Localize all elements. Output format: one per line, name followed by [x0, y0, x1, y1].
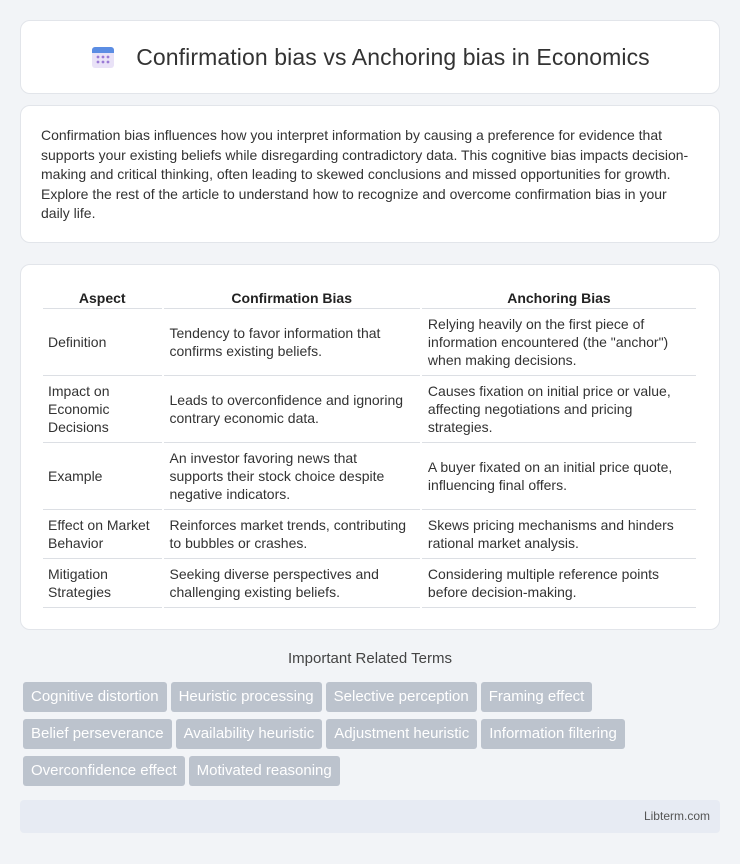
related-term-tag[interactable]: Overconfidence effect	[23, 756, 185, 786]
table-cell-aspect: Mitigation Strategies	[43, 559, 162, 608]
table-cell-confirmation: Tendency to favor information that confirms existing beliefs.	[164, 309, 420, 376]
footer	[20, 800, 720, 833]
intro-card	[20, 105, 720, 243]
comparison-card	[20, 264, 720, 630]
table-cell-anchoring: Skews pricing mechanisms and hinders rational market analysis.	[422, 510, 696, 559]
table-row	[43, 443, 696, 510]
table-cell-anchoring: Relying heavily on the first piece of information encountered (the "anchor") when making decisions.	[422, 309, 696, 376]
table-cell-aspect: Example	[43, 443, 162, 510]
page-title: Confirmation bias vs Anchoring bias in Economics	[136, 43, 650, 70]
related-term-tag[interactable]: Availability heuristic	[176, 719, 323, 749]
table-cell-aspect: Impact on Economic Decisions	[43, 376, 162, 443]
table-cell-aspect: Effect on Market Behavior	[43, 510, 162, 559]
table-cell-anchoring: Considering multiple reference points before decision-making.	[422, 559, 696, 608]
related-term-tag[interactable]: Cognitive distortion	[23, 682, 167, 712]
table-row	[43, 510, 696, 559]
table-cell-confirmation: Seeking diverse perspectives and challenging existing beliefs.	[164, 559, 420, 608]
header-aspect: Aspect	[43, 285, 162, 309]
table-cell-confirmation: An investor favoring news that supports their stock choice despite negative indicators.	[164, 443, 420, 510]
table-row	[43, 559, 696, 608]
related-term-tag[interactable]: Information filtering	[481, 719, 625, 749]
header-card	[20, 20, 720, 94]
footer-site-link[interactable]: Libterm.com	[643, 809, 710, 823]
related-terms-list	[23, 682, 723, 793]
related-term-tag[interactable]: Selective perception	[326, 682, 477, 712]
related-term-tag[interactable]: Adjustment heuristic	[326, 719, 477, 749]
table-row	[43, 309, 696, 376]
related-term-tag[interactable]: Heuristic processing	[171, 682, 322, 712]
header-confirmation-bias: Confirmation Bias	[164, 285, 420, 309]
intro-text: Confirmation bias influences how you interpret information by causing a preference for evidence that supports your existing beliefs while disregarding contradictory data. This cognitive bias impacts decision-making and critical thinking, often leading to skewed conclusions and missed opportunities for growth. Explore the rest of the article to understand how to recognize and overcome confirmation bias in your daily life.	[41, 127, 689, 221]
table-row	[43, 376, 696, 443]
calendar-icon	[90, 44, 116, 70]
table-cell-confirmation: Reinforces market trends, contributing to bubbles or crashes.	[164, 510, 420, 559]
table-cell-aspect: Definition	[43, 309, 162, 376]
header-anchoring-bias: Anchoring Bias	[422, 285, 696, 309]
table-header-row	[43, 285, 696, 309]
related-term-tag[interactable]: Belief perseverance	[23, 719, 172, 749]
related-terms-title: Important Related Terms	[288, 650, 452, 667]
related-term-tag[interactable]: Framing effect	[481, 682, 593, 712]
comparison-table	[41, 285, 698, 608]
table-cell-anchoring: Causes fixation on initial price or value, affecting negotiations and pricing strategies.	[422, 376, 696, 443]
related-term-tag[interactable]: Motivated reasoning	[189, 756, 340, 786]
table-cell-confirmation: Leads to overconfidence and ignoring contrary economic data.	[164, 376, 420, 443]
table-cell-anchoring: A buyer fixated on an initial price quote, influencing final offers.	[422, 443, 696, 510]
